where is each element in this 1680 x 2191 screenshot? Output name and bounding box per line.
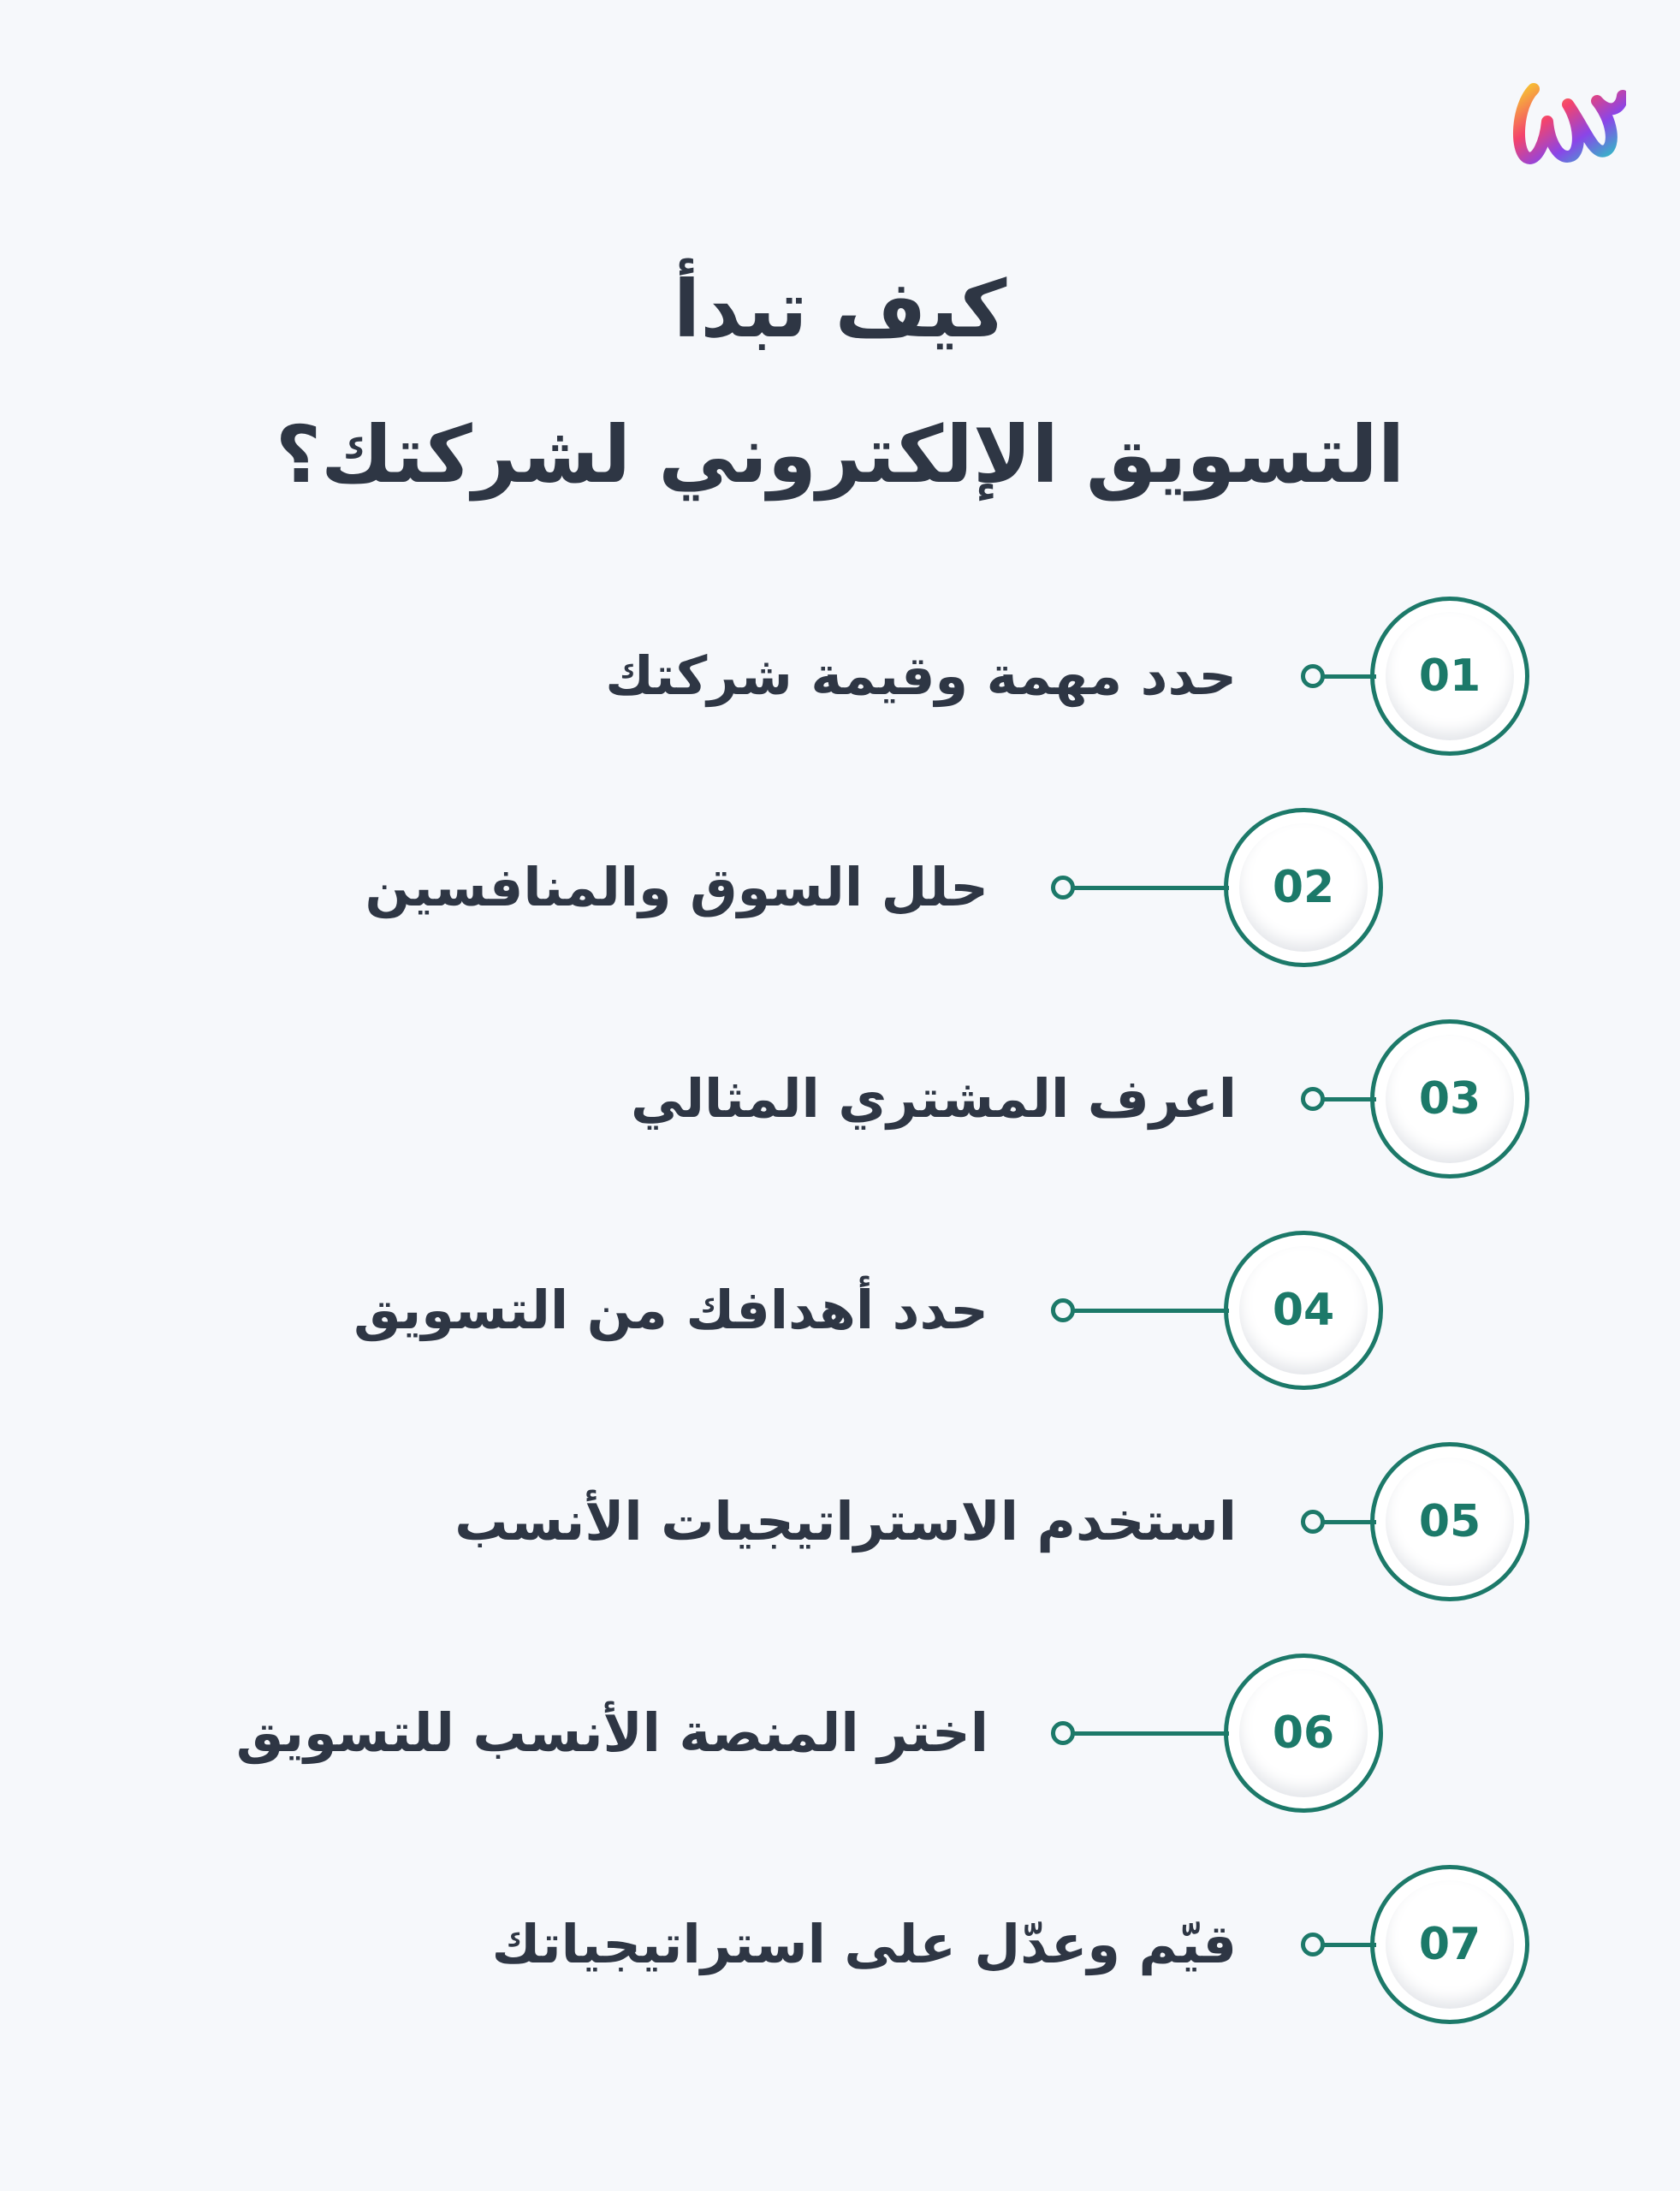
connector-dot — [1051, 1721, 1075, 1745]
step-number: 05 — [1418, 1496, 1481, 1547]
connector-line — [1066, 886, 1229, 890]
step-label: حلل السوق والمنافسين — [365, 856, 988, 918]
connector-line — [1316, 1520, 1376, 1524]
step-label: اختر المنصة الأنسب للتسويق — [235, 1701, 988, 1764]
step-label: حدد أهدافك من التسويق — [353, 1279, 988, 1341]
connector-dot — [1301, 664, 1325, 688]
step-item — [0, 591, 1680, 762]
step-label: استخدم الاستراتيجيات الأنسب — [454, 1490, 1237, 1553]
connector-line — [1066, 1731, 1229, 1736]
connector-dot — [1051, 1298, 1075, 1322]
connector-line — [1066, 1309, 1229, 1313]
step-item — [0, 1859, 1680, 2030]
step-number: 06 — [1272, 1707, 1335, 1759]
step-item — [0, 1648, 1680, 1819]
step-number: 02 — [1272, 862, 1335, 913]
step-number-circle — [1224, 1654, 1383, 1813]
title-line-1: كيف تبدأ — [673, 263, 1007, 355]
step-item — [0, 1436, 1680, 1607]
step-number: 04 — [1272, 1285, 1335, 1336]
brand-logo-icon — [1508, 72, 1626, 173]
step-label: قيّم وعدّل على استراتيجياتك — [491, 1913, 1237, 1975]
connector-dot — [1051, 876, 1075, 900]
step-number: 03 — [1418, 1073, 1481, 1125]
connector-line — [1316, 674, 1376, 679]
step-item — [0, 1013, 1680, 1185]
step-number-circle — [1370, 597, 1529, 756]
step-number: 07 — [1418, 1919, 1481, 1970]
connector-dot — [1301, 1933, 1325, 1956]
connector-dot — [1301, 1087, 1325, 1111]
connector-dot — [1301, 1510, 1325, 1534]
connector-line — [1316, 1097, 1376, 1101]
step-number-circle — [1370, 1442, 1529, 1601]
connector-line — [1316, 1943, 1376, 1947]
page-title — [0, 237, 1680, 528]
step-number-circle — [1224, 808, 1383, 967]
step-number: 01 — [1418, 650, 1481, 702]
title-line-2: التسويق الإلكتروني لشركتك؟ — [275, 408, 1405, 501]
step-number-circle — [1370, 1019, 1529, 1179]
step-number-circle — [1224, 1231, 1383, 1390]
step-label: اعرف المشتري المثالي — [631, 1067, 1237, 1130]
step-number-circle — [1370, 1865, 1529, 2024]
step-item — [0, 1225, 1680, 1396]
step-item — [0, 802, 1680, 973]
step-label: حدد مهمة وقيمة شركتك — [605, 644, 1237, 707]
